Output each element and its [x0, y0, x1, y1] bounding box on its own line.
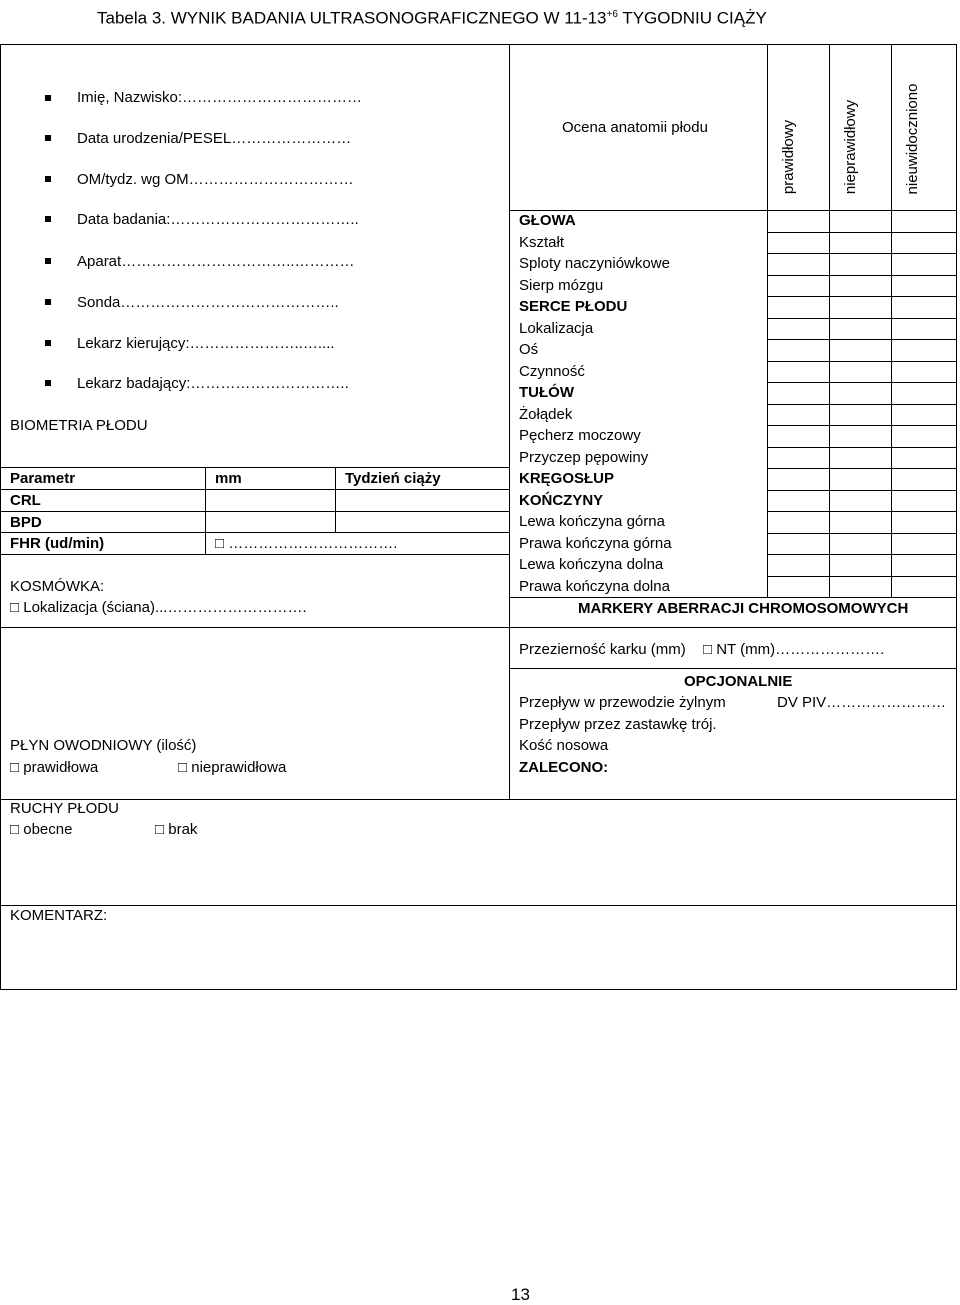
biometry-row-4: [0, 554, 510, 555]
anatomy-cell-normal[interactable]: [768, 555, 829, 575]
anatomy-cell-not-seen[interactable]: [892, 383, 953, 403]
anatomy-cell-normal[interactable]: [768, 405, 829, 425]
anatomy-cell-not-seen[interactable]: [892, 405, 953, 425]
biometry-heading: BIOMETRIA PŁODU: [10, 417, 148, 434]
anatomy-row-label: Lewa kończyna górna: [519, 513, 665, 530]
markers-bottom: [509, 627, 957, 628]
biometry-row-bpd: BPD: [10, 514, 42, 531]
anatomy-row-label: Przyczep pępowiny: [519, 448, 649, 466]
anatomy-cell-normal[interactable]: [768, 233, 829, 253]
fhr-checkbox-field[interactable]: □ …………………………….: [215, 535, 398, 552]
anatomy-cell-not-seen[interactable]: [892, 276, 953, 296]
anatomy-cell-normal[interactable]: [768, 469, 829, 489]
anatomy-row-label: Lewa kończyna dolna: [519, 556, 664, 573]
amniotic-heading: PŁYN OWODNIOWY (ilość): [10, 737, 197, 754]
anatomy-row-label: SERCE PŁODU: [519, 298, 628, 315]
referring-doctor-field[interactable]: Lekarz kierujący:…………………..…....: [77, 335, 335, 352]
anatomy-cell-abnormal[interactable]: [830, 233, 891, 253]
probe-field[interactable]: Sonda……………………………………..: [77, 294, 339, 311]
examining-doctor-field[interactable]: Lekarz badający:…………………………..: [77, 375, 349, 392]
anatomy-cell-normal[interactable]: [768, 491, 829, 511]
anatomy-cell-abnormal[interactable]: [830, 297, 891, 317]
dv-label: Przepływ w przewodzie żylnym: [519, 694, 726, 711]
anatomy-cell-normal[interactable]: [768, 512, 829, 532]
biometry-row-3: [0, 532, 510, 533]
anatomy-cell-abnormal[interactable]: [830, 405, 891, 425]
anatomy-cell-not-seen[interactable]: [892, 426, 953, 446]
main-divider: [509, 44, 510, 800]
anatomy-cell-abnormal[interactable]: [830, 555, 891, 575]
recommended-heading: ZALECONO:: [519, 759, 609, 776]
page-number: 13: [511, 1285, 530, 1304]
anatomy-cell-not-seen[interactable]: [892, 254, 953, 274]
title-main: Tabela 3. WYNIK BADANIA ULTRASONOGRAFICZNEGO W 11-13: [97, 8, 607, 28]
nt-label: Przezierność karku (mm): [519, 641, 686, 658]
anatomy-row-label: TUŁÓW: [519, 384, 574, 401]
anatomy-cell-not-seen[interactable]: [892, 297, 953, 317]
anatomy-heading: Ocena anatomii płodu: [562, 119, 708, 136]
device-field[interactable]: Aparat……………………………..…………: [77, 253, 355, 270]
anatomy-row-label: Pęcherz moczowy: [519, 427, 641, 444]
bullet-icon: [45, 380, 51, 386]
comment-heading: KOMENTARZ:: [10, 907, 108, 924]
exam-date-field[interactable]: Data badania:………………………………..: [77, 211, 359, 228]
anatomy-cell-abnormal[interactable]: [830, 383, 891, 403]
anatomy-cell-abnormal[interactable]: [830, 469, 891, 489]
anatomy-cell-abnormal[interactable]: [830, 534, 891, 554]
chorion-location-checkbox[interactable]: □ Lokalizacja (ściana)...……………………….: [10, 599, 307, 616]
bullet-icon: [45, 299, 51, 305]
anatomy-cell-abnormal[interactable]: [830, 426, 891, 446]
anatomy-cell-abnormal[interactable]: [830, 319, 891, 339]
anatomy-row-label: Kształt: [519, 233, 565, 251]
biometry-row-fhr: FHR (ud/min): [10, 535, 105, 552]
frame-top: [0, 44, 957, 45]
amniotic-abnormal-checkbox[interactable]: □ nieprawidłowa: [178, 759, 287, 776]
anatomy-row-label: Żołądek: [519, 405, 573, 423]
bullet-icon: [45, 95, 51, 101]
bullet-icon: [45, 216, 51, 222]
anatomy-cell-abnormal[interactable]: [830, 491, 891, 511]
anatomy-row-label: Lokalizacja: [519, 319, 594, 337]
anatomy-bottom: [509, 597, 957, 598]
anatomy-cell-not-seen[interactable]: [892, 555, 953, 575]
anatomy-row-label: Czynność: [519, 362, 585, 380]
biometry-col-mm: mm: [215, 470, 242, 487]
anatomy-cell-normal[interactable]: [768, 426, 829, 446]
chorion-heading: KOSMÓWKA:: [10, 578, 105, 595]
anatomy-cell-not-seen[interactable]: [892, 319, 953, 339]
anatomy-cell-abnormal[interactable]: [830, 362, 891, 382]
biometry-col-week: Tydzień ciąży: [345, 470, 441, 487]
bullet-icon: [45, 176, 51, 182]
anatomy-cell-normal[interactable]: [768, 319, 829, 339]
biometry-row-2: [0, 511, 510, 512]
anatomy-cell-abnormal[interactable]: [830, 448, 891, 468]
bullet-icon: [45, 340, 51, 346]
amniotic-bottom: [0, 799, 957, 800]
amniotic-normal-checkbox[interactable]: □ prawidłowa: [10, 759, 99, 776]
anatomy-cell-not-seen[interactable]: [892, 340, 953, 360]
dv-piv-field[interactable]: DV PIV……………………: [777, 694, 947, 711]
col-abnormal-header: nieprawidłowy: [842, 99, 859, 195]
movements-present-checkbox[interactable]: □ obecne: [10, 821, 73, 838]
lmp-field[interactable]: OM/tydz. wg OM……………………………: [77, 171, 354, 188]
anatomy-cell-abnormal[interactable]: [830, 340, 891, 360]
anatomy-cell-normal[interactable]: [768, 383, 829, 403]
anatomy-row-label: Prawa kończyna górna: [519, 534, 672, 552]
movements-heading: RUCHY PŁODU: [10, 800, 119, 817]
anatomy-cell-not-seen[interactable]: [892, 211, 953, 231]
anatomy-row-label: Prawa kończyna dolna: [519, 577, 670, 595]
biometry-col-2: [335, 467, 336, 533]
anatomy-cell-abnormal[interactable]: [830, 276, 891, 296]
movements-absent-checkbox[interactable]: □ brak: [155, 821, 198, 838]
anatomy-cell-normal[interactable]: [768, 577, 829, 597]
biometry-header-top: [0, 467, 510, 468]
title-superscript: +6: [606, 9, 618, 20]
anatomy-cell-abnormal[interactable]: [830, 577, 891, 597]
anatomy-cell-normal[interactable]: [768, 254, 829, 274]
anatomy-cell-not-seen[interactable]: [892, 534, 953, 554]
movements-bottom: [0, 905, 957, 906]
anatomy-row-label: Sierp mózgu: [519, 276, 604, 294]
anatomy-cell-normal[interactable]: [768, 362, 829, 382]
anatomy-row-label: KRĘGOSŁUP: [519, 470, 615, 487]
biometry-col-param: Parametr: [10, 470, 76, 487]
tricuspid-label: Przepływ przez zastawkę trój.: [519, 716, 717, 733]
anatomy-cell-abnormal[interactable]: [830, 211, 891, 231]
anatomy-row-label: Sploty naczyniówkowe: [519, 255, 670, 272]
anatomy-cell-normal[interactable]: [768, 534, 829, 554]
anatomy-row-label: Oś: [519, 341, 539, 358]
anatomy-cell-abnormal[interactable]: [830, 512, 891, 532]
anatomy-cell-not-seen[interactable]: [892, 512, 953, 532]
anatomy-cell-not-seen[interactable]: [892, 491, 953, 511]
biometry-row-crl: CRL: [10, 492, 41, 509]
page-title: [97, 5, 767, 29]
bullet-icon: [45, 258, 51, 264]
anatomy-cell-normal[interactable]: [768, 340, 829, 360]
anatomy-row-label: GŁOWA: [519, 212, 576, 229]
col-not-seen-header: nieuwidoczniono: [904, 83, 921, 195]
anatomy-cell-not-seen[interactable]: [892, 448, 953, 468]
biometry-row-1: [0, 489, 510, 490]
bullet-icon: [45, 135, 51, 141]
frame-bottom: [0, 989, 957, 990]
optional-heading: OPCJONALNIE: [684, 673, 793, 690]
nasal-bone-label: Kość nosowa: [519, 737, 609, 754]
col-normal-header: prawidłowy: [780, 119, 797, 195]
markers-heading: MARKERY ABERRACJI CHROMOSOMOWYCH: [578, 600, 909, 617]
birth-date-field[interactable]: Data urodzenia/PESEL……………………: [77, 130, 352, 147]
title-end: TYGODNIU CIĄŻY: [622, 8, 767, 28]
anatomy-cell-not-seen[interactable]: [892, 233, 953, 253]
frame-left: [0, 44, 1, 990]
anatomy-cell-normal[interactable]: [768, 297, 829, 317]
anatomy-cell-normal[interactable]: [768, 276, 829, 296]
biometry-col-1: [205, 467, 206, 555]
nt-bottom: [509, 668, 957, 669]
patient-name-field[interactable]: Imię, Nazwisko:………………………………: [77, 89, 363, 106]
anatomy-row-label: KOŃCZYNY: [519, 491, 604, 509]
anatomy-cell-not-seen[interactable]: [892, 577, 953, 597]
chorion-bottom: [0, 627, 510, 628]
anatomy-cell-normal[interactable]: [768, 448, 829, 468]
nt-checkbox-field[interactable]: □ NT (mm)………………….: [703, 641, 885, 658]
anatomy-cell-abnormal[interactable]: [830, 254, 891, 274]
anatomy-cell-normal[interactable]: [768, 211, 829, 231]
frame-right: [956, 44, 957, 990]
anatomy-cell-not-seen[interactable]: [892, 362, 953, 382]
anatomy-cell-not-seen[interactable]: [892, 469, 953, 489]
